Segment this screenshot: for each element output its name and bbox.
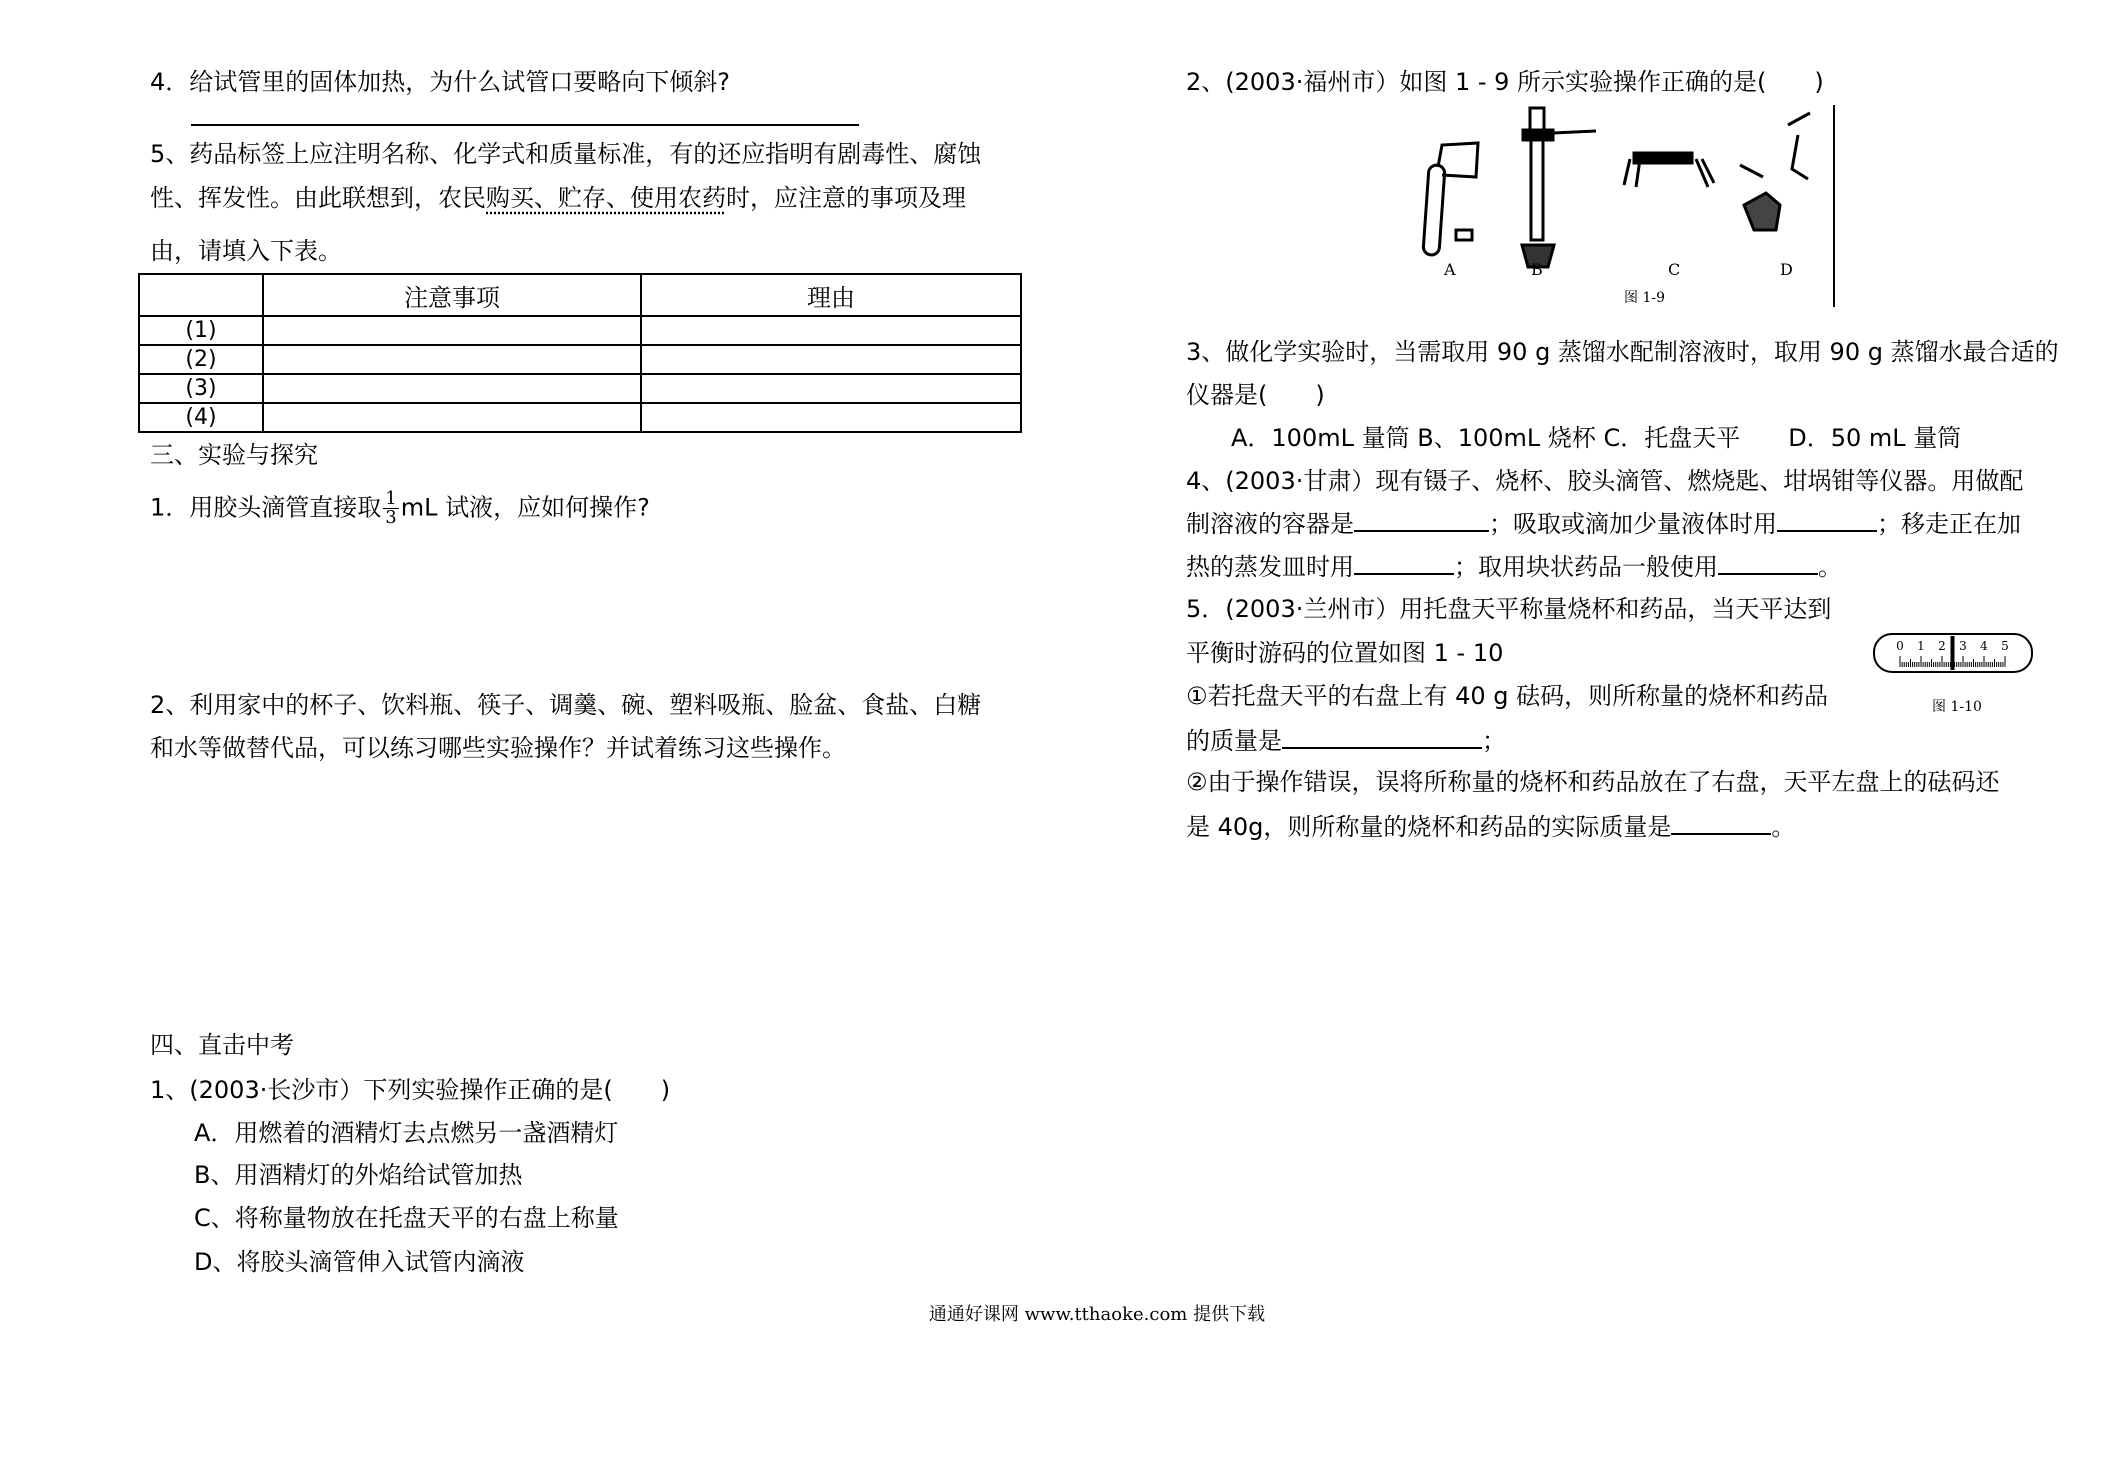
text: ；移走正在加 (1877, 510, 2021, 538)
right-question-5-line-1: 5．(2003·兰州市）用托盘天平称量烧杯和药品，当天平达到 (1186, 595, 1832, 623)
right-question-5-line-2: 平衡时游码的位置如图 1 - 10 (1186, 639, 1504, 667)
text: mL 试液，应如何操作? (400, 493, 650, 522)
figure-label-c: C (1668, 260, 1681, 279)
right-question-5-line-3: ①若托盘天平的右盘上有 40 g 砝码，则所称量的烧杯和药品 (1186, 682, 1829, 710)
fraction (383, 490, 398, 527)
row-label: (4) (139, 403, 263, 432)
precautions-table (138, 273, 1022, 433)
table-cell[interactable] (263, 403, 641, 432)
option-c: C、将称量物放在托盘天平的右盘上称量 (194, 1204, 619, 1232)
option-b: B、用酒精灯的外焰给试管加热 (194, 1161, 523, 1189)
table-cell[interactable] (641, 403, 1021, 432)
illustration-b-heating-tube (1522, 108, 1596, 267)
figure-label-b: B (1531, 260, 1543, 279)
text: 制溶液的容器是 (1186, 510, 1354, 538)
figure-1-10-caption: 图 1-10 (1932, 699, 1982, 715)
table-cell[interactable] (263, 345, 641, 374)
illustration-c-hands-tube (1624, 153, 1714, 187)
text: 。 (1771, 813, 1796, 841)
scale-tick-label: 4 (1980, 639, 1988, 653)
answer-blank[interactable] (1777, 508, 1877, 532)
balance-rider-scale (1872, 632, 2034, 674)
text: 是 40g，则所称量的烧杯和药品的实际质量是 (1186, 813, 1672, 841)
section-4-question-1: 1、(2003·长沙市）下列实验操作正确的是( ) (150, 1076, 671, 1104)
row-label: (2) (139, 345, 263, 374)
illustration-a-test-tube (1423, 143, 1478, 255)
section-3-question-2-line-2: 和水等做替代品，可以练习哪些实验操作？并试着练习这些操作。 (150, 734, 846, 762)
scale-tick-label: 2 (1938, 639, 1946, 653)
answer-blank[interactable] (1282, 725, 1482, 749)
text: ；取用块状药品一般使用 (1454, 553, 1718, 581)
rider (1951, 636, 1955, 670)
table-header-row (139, 274, 1021, 316)
table-row (139, 403, 1021, 432)
table-row (139, 316, 1021, 345)
table-cell[interactable] (641, 316, 1021, 345)
table-header-cell: 理由 (641, 274, 1021, 316)
answer-blank[interactable] (1671, 811, 1771, 835)
text: 1．用胶头滴管直接取 (150, 493, 382, 522)
scale-tick-label: 3 (1959, 639, 1967, 653)
option-d: D、将胶头滴管伸入试管内滴液 (194, 1248, 525, 1276)
text: ；吸取或滴加少量液体时用 (1489, 510, 1777, 538)
figure-1-9-caption: 图 1-9 (1624, 290, 1665, 306)
emphasized-text: 购买、贮存、使用农药 (486, 184, 726, 212)
scale-tick-label: 5 (2001, 639, 2009, 653)
answer-blank[interactable] (1718, 551, 1818, 575)
table-row (139, 345, 1021, 374)
answer-blank[interactable] (1354, 551, 1454, 575)
right-question-3-line-1: 3、做化学实验时，当需取用 90 g 蒸馏水配制溶液时，取用 90 g 蒸馏水最合适的 (1186, 338, 2059, 366)
table-header-cell (139, 274, 263, 316)
table-cell[interactable] (263, 374, 641, 403)
section-3-heading: 三、实验与探究 (150, 441, 318, 469)
text: 的质量是 (1186, 727, 1282, 755)
text: 。 (1818, 553, 1842, 581)
right-question-4-line-3 (1186, 551, 1842, 582)
right-question-5-line-6 (1186, 811, 1795, 842)
option-a: A．用燃着的酒精灯去点燃另一盏酒精灯 (194, 1119, 619, 1147)
text: 性、挥发性。由此联想到，农民 (150, 184, 486, 212)
right-question-4-line-1: 4、(2003·甘肃）现有镊子、烧杯、胶头滴管、燃烧匙、坩埚钳等仪器。用做配 (1186, 467, 2024, 495)
figure-label-d: D (1780, 260, 1793, 279)
scale-tick-label: 1 (1917, 639, 1925, 653)
right-question-3-line-2: 仪器是( ) (1186, 381, 1325, 409)
answer-blank[interactable] (1354, 508, 1489, 532)
row-label: (1) (139, 316, 263, 345)
right-question-5-line-4 (1186, 725, 1506, 756)
text: 时，应注意的事项及理 (726, 184, 966, 212)
question-5-line-2 (150, 183, 966, 213)
question-5-line-1: 5、药品标签上应注明名称、化学式和质量标准，有的还应指明有剧毒性、腐蚀 (150, 140, 982, 168)
right-question-3-options: A．100mL 量筒 B、100mL 烧杯 C．托盘天平 D．50 mL 量筒 (1231, 424, 1962, 452)
right-question-5-line-5: ②由于操作错误，误将所称量的烧杯和药品放在了右盘，天平左盘上的砝码还 (1186, 768, 2000, 796)
section-3-question-1 (150, 490, 650, 527)
question-4: 4．给试管里的固体加热，为什么试管口要略向下倾斜? (150, 68, 731, 96)
scale-tick-label: 0 (1896, 639, 1904, 653)
figure-label-a: A (1444, 260, 1456, 279)
text: 热的蒸发皿时用 (1186, 553, 1354, 581)
footer-text: 通通好课网 www.tthaoke.com 提供下载 (928, 1304, 1266, 1325)
illustration-d-smelling (1740, 113, 1810, 230)
section-3-question-2-line-1: 2、利用家中的杯子、饮料瓶、筷子、调羹、碗、塑料吸瓶、脸盆、食盐、白糖 (150, 691, 982, 719)
answer-line (191, 124, 859, 126)
figure-1-9 (1418, 105, 1838, 310)
row-label: (3) (139, 374, 263, 403)
right-question-4-line-2 (1186, 508, 2021, 539)
numerator: 1 (385, 488, 397, 509)
table-row (139, 374, 1021, 403)
question-5-line-3: 由，请填入下表。 (150, 237, 342, 265)
table-cell[interactable] (641, 374, 1021, 403)
table-cell[interactable] (641, 345, 1021, 374)
denominator: 3 (385, 507, 397, 528)
text: ； (1482, 727, 1506, 755)
table-header-cell: 注意事项 (263, 274, 641, 316)
section-4-heading: 四、直击中考 (150, 1031, 294, 1059)
table-cell[interactable] (263, 316, 641, 345)
right-question-2: 2、(2003·福州市）如图 1 - 9 所示实验操作正确的是( ) (1186, 68, 1824, 96)
